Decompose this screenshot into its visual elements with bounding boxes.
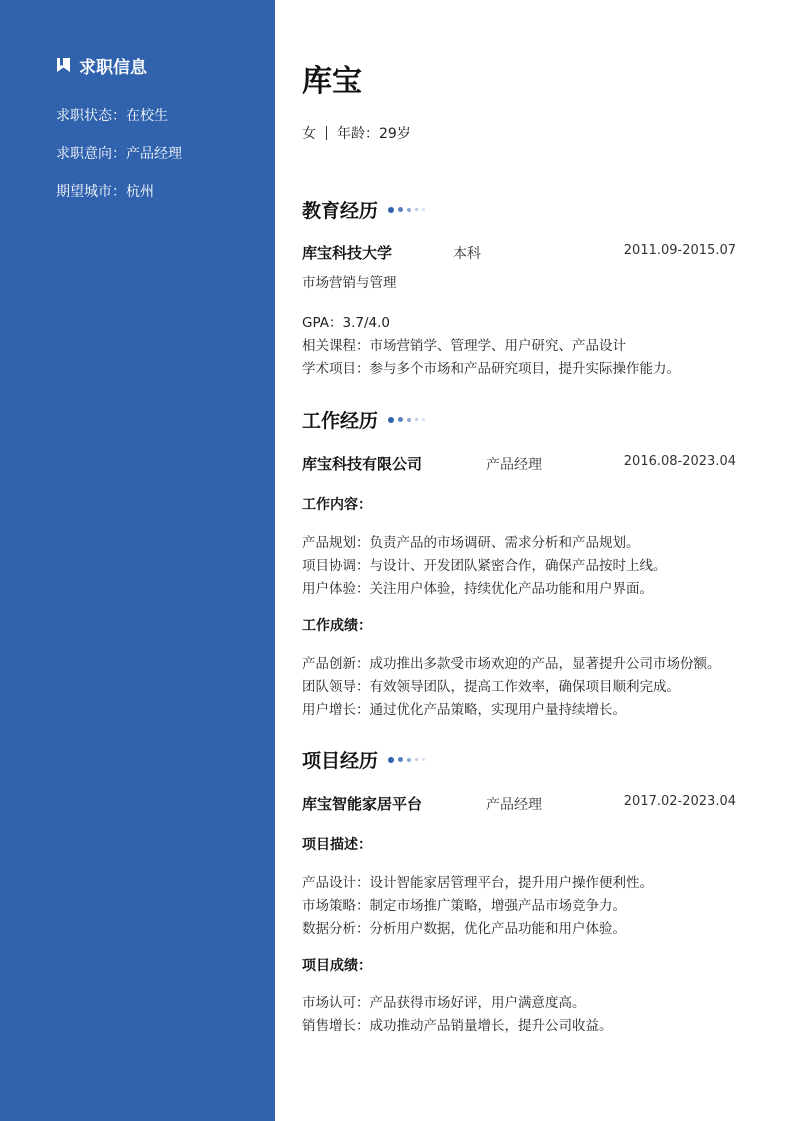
school-name: 库宝科技大学	[302, 244, 393, 262]
work-results-heading: 工作成绩：	[302, 618, 372, 634]
decor-dots	[388, 417, 425, 423]
section-title-project	[302, 746, 425, 773]
decor-dots	[388, 207, 425, 213]
section-title-text: 项目经历	[302, 750, 379, 772]
sidebar-title-text: 求职信息	[79, 57, 147, 78]
project-result-line: 销售增长：成功推动产品销量增长，提升公司收益。	[302, 1018, 613, 1034]
job-status: 求职状态：在校生	[56, 108, 168, 124]
education-date: 2011.09-2015.07	[623, 243, 736, 258]
education-entry-header	[302, 242, 736, 264]
education-line: 相关课程：市场营销学、管理学、用户研究、产品设计	[302, 338, 626, 354]
project-results-heading: 项目成绩：	[302, 958, 372, 974]
job-intent: 求职意向：产品经理	[56, 146, 182, 162]
section-title-text: 工作经历	[302, 410, 379, 432]
work-entry-header	[302, 453, 736, 475]
project-result-line: 市场认可：产品获得市场好评，用户满意度高。	[302, 995, 586, 1011]
section-title-education	[302, 196, 425, 223]
section-title-text: 教育经历	[302, 200, 379, 222]
gender: 女	[302, 126, 316, 142]
bookmark-icon	[56, 57, 71, 73]
work-content-line: 项目协调：与设计、开发团队紧密合作，确保产品按时上线。	[302, 558, 667, 574]
sidebar-title	[56, 54, 147, 76]
project-name: 库宝智能家居平台	[302, 795, 423, 813]
project-desc-heading: 项目描述：	[302, 837, 372, 853]
work-role: 产品经理	[486, 457, 542, 473]
project-entry-header	[302, 793, 736, 815]
education-line: 学术项目：参与多个市场和产品研究项目，提升实际操作能力。	[302, 361, 680, 377]
main-content	[302, 0, 742, 1121]
project-desc-line: 市场策略：制定市场推广策略，增强产品市场竞争力。	[302, 898, 626, 914]
project-role: 产品经理	[486, 797, 542, 813]
age: 年龄：29岁	[337, 126, 411, 142]
work-result-line: 产品创新：成功推出多款受市场欢迎的产品，显著提升公司市场份额。	[302, 656, 721, 672]
expected-city: 期望城市：杭州	[56, 184, 154, 200]
candidate-name: 库宝	[302, 64, 362, 99]
section-title-work	[302, 406, 425, 433]
basic-info	[302, 123, 411, 143]
decor-dots	[388, 757, 425, 763]
company-name: 库宝科技有限公司	[302, 455, 423, 473]
work-result-line: 团队领导：有效领导团队，提高工作效率，确保项目顺利完成。	[302, 679, 680, 695]
work-date: 2016.08-2023.04	[623, 454, 736, 469]
work-content-line: 用户体验：关注用户体验，持续优化产品功能和用户界面。	[302, 581, 653, 597]
work-content-heading: 工作内容：	[302, 497, 372, 513]
project-date: 2017.02-2023.04	[623, 794, 736, 809]
divider	[326, 126, 327, 140]
education-line: GPA：3.7/4.0	[302, 315, 390, 331]
work-content-line: 产品规划：负责产品的市场调研、需求分析和产品规划。	[302, 535, 640, 551]
work-result-line: 用户增长：通过优化产品策略，实现用户量持续增长。	[302, 702, 626, 718]
project-desc-line: 数据分析：分析用户数据，优化产品功能和用户体验。	[302, 921, 626, 937]
major: 市场营销与管理	[302, 275, 397, 291]
project-desc-line: 产品设计：设计智能家居管理平台，提升用户操作便利性。	[302, 875, 653, 891]
sidebar	[0, 0, 275, 1121]
degree: 本科	[453, 246, 481, 262]
